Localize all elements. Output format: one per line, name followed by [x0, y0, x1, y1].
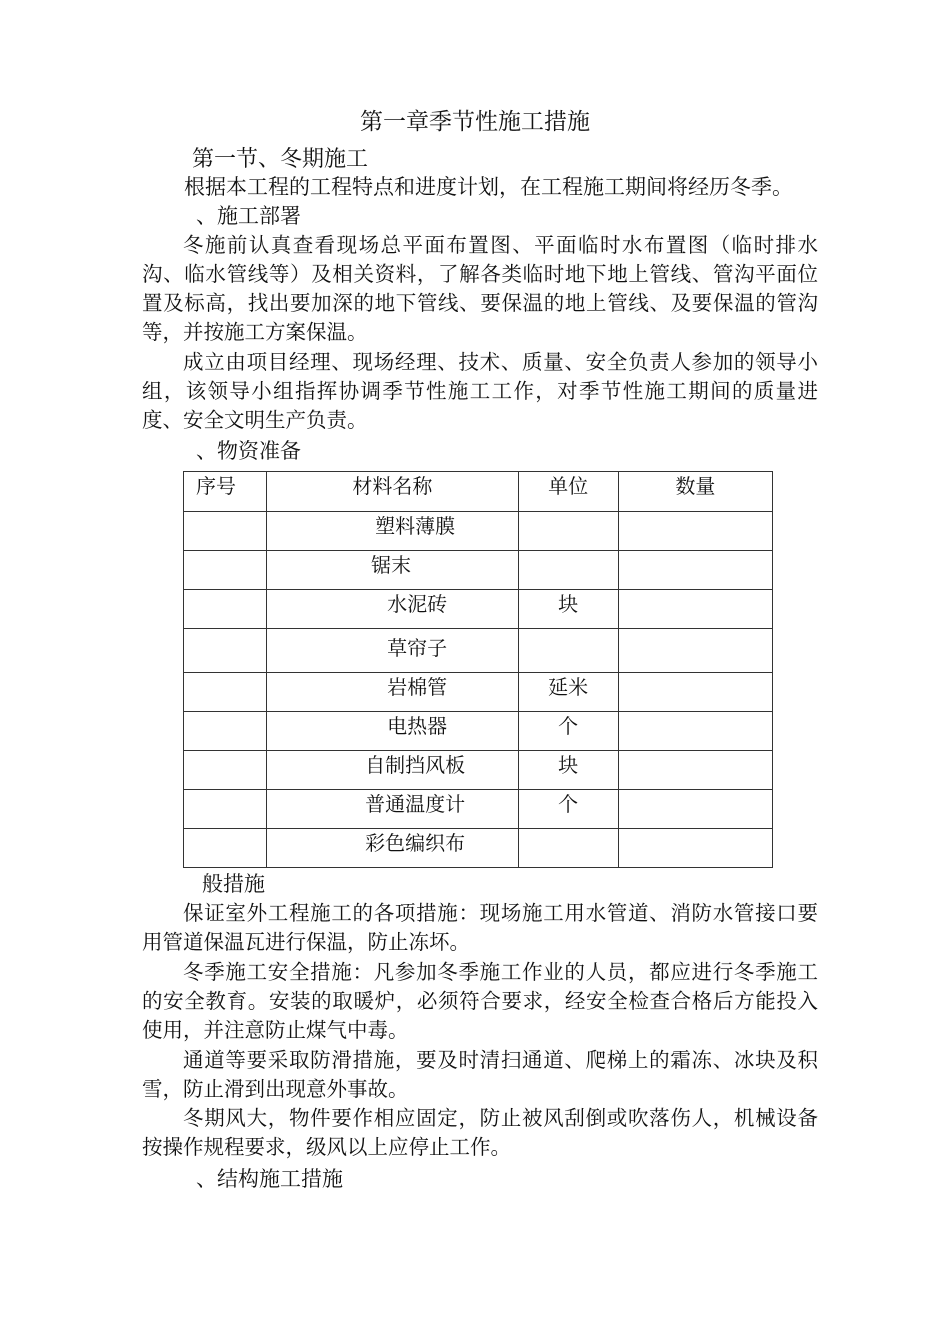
cell-quantity: [618, 790, 772, 829]
cell-seq: [184, 751, 267, 790]
header-quantity: 数量: [618, 472, 772, 512]
cell-seq: [184, 829, 267, 868]
cell-quantity: [618, 673, 772, 712]
cell-unit: [518, 829, 618, 868]
cell-unit: [518, 551, 618, 590]
cell-quantity: [618, 829, 772, 868]
heading-general-measures: 般措施: [202, 872, 265, 896]
paragraph-deployment-2: 成立由项目经理、现场经理、技术、质量、安全负责人参加的领导小组，该领导小组指挥协调季节性施工工作，对季节性施工期间的质量进度、安全文明生产负责。: [142, 350, 818, 432]
header-seq: 序号: [184, 472, 267, 512]
cell-material-name: 草帘子: [267, 629, 518, 673]
cell-seq: [184, 512, 267, 551]
paragraph-deployment-1: 冬施前认真查看现场总平面布置图、平面临时水布置图（临时排水沟、临水管线等）及相关资料，了解各类临时地下地上管线、管沟平面位置及标高，找出要加深的地下管线、要保温的地上管线、及要保温的管沟等，并按施工方案保温。: [142, 233, 818, 344]
cell-quantity: [618, 712, 772, 751]
cell-unit: [518, 629, 618, 673]
cell-quantity: [618, 629, 772, 673]
paragraph-general-3: 通道等要采取防滑措施，要及时清扫通道、爬梯上的霜冻、冰块及积雪，防止滑到出现意外事故。: [142, 1048, 818, 1101]
cell-seq: [184, 629, 267, 673]
cell-unit: 个: [518, 790, 618, 829]
heading-deployment: 、施工部署: [196, 204, 301, 228]
cell-unit: 个: [518, 712, 618, 751]
table-row: [184, 590, 773, 629]
cell-material-name: 普通温度计: [267, 790, 518, 829]
header-unit: 单位: [518, 472, 618, 512]
cell-unit: 块: [518, 590, 618, 629]
paragraph-general-1: 保证室外工程施工的各项措施：现场施工用水管道、消防水管接口要用管道保温瓦进行保温，防止冻坏。: [142, 901, 818, 954]
cell-material-name: 电热器: [267, 712, 518, 751]
cell-seq: [184, 673, 267, 712]
cell-quantity: [618, 512, 772, 551]
table-row: [184, 512, 773, 551]
section-title: 第一节、冬期施工: [192, 147, 369, 172]
table-row: [184, 673, 773, 712]
cell-material-name: 彩色编织布: [267, 829, 518, 868]
paragraph-general-4: 冬期风大，物件要作相应固定，防止被风刮倒或吹落伤人，机械设备按操作规程要求，级风以上应停止工作。: [142, 1106, 818, 1159]
cell-quantity: [618, 751, 772, 790]
table-row: [184, 751, 773, 790]
cell-seq: [184, 590, 267, 629]
cell-material-name: 塑料薄膜: [267, 512, 518, 551]
materials-table: [183, 471, 773, 868]
table-row: [184, 551, 773, 590]
cell-material-name: 岩棉管: [267, 673, 518, 712]
cell-unit: [518, 512, 618, 551]
cell-seq: [184, 790, 267, 829]
cell-seq: [184, 551, 267, 590]
cell-material-name: 自制挡风板: [267, 751, 518, 790]
paragraph-general-2: 冬季施工安全措施：凡参加冬季施工作业的人员，都应进行冬季施工的安全教育。安装的取暖炉，必须符合要求，经安全检查合格后方能投入使用，并注意防止煤气中毒。: [142, 960, 818, 1042]
cell-quantity: [618, 590, 772, 629]
table-row: [184, 629, 773, 673]
table-row: [184, 712, 773, 751]
table-row: [184, 829, 773, 868]
cell-quantity: [618, 551, 772, 590]
intro-paragraph: 根据本工程的工程特点和进度计划，在工程施工期间将经历冬季。: [184, 175, 793, 199]
heading-structure: 、结构施工措施: [196, 1167, 343, 1191]
cell-unit: 延米: [518, 673, 618, 712]
header-material-name: 材料名称: [267, 472, 518, 512]
table-row: [184, 790, 773, 829]
cell-unit: 块: [518, 751, 618, 790]
heading-materials: 、物资准备: [196, 439, 301, 463]
table-header-row: [184, 472, 773, 512]
cell-material-name: 锯末: [267, 551, 518, 590]
chapter-title: 第一章季节性施工措施: [360, 109, 590, 135]
cell-seq: [184, 712, 267, 751]
cell-material-name: 水泥砖: [267, 590, 518, 629]
